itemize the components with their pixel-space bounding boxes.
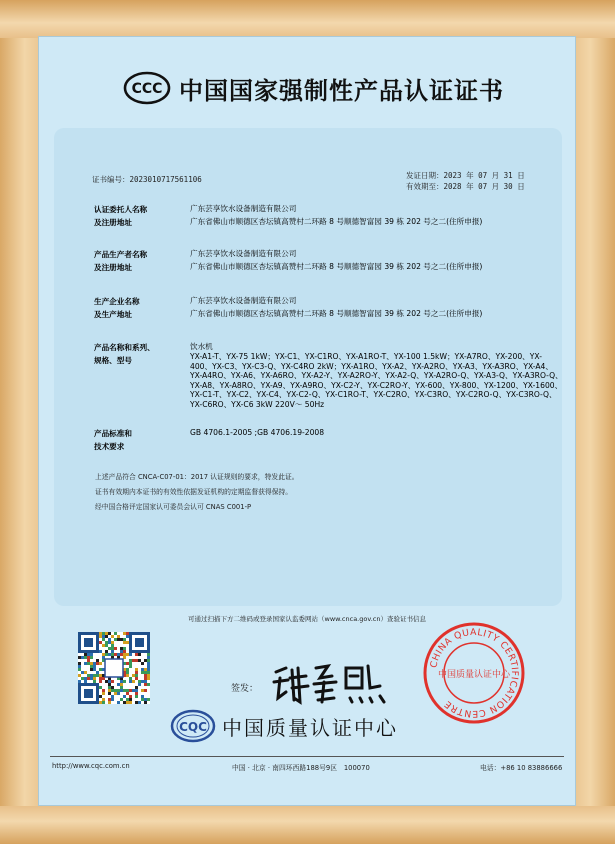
note-line: 证书有效期内本证书的有效性依据发证机构的定期监督获得保持。 — [95, 488, 293, 496]
standard-label: 产品标准和 — [94, 429, 132, 438]
cert-number: 证书编号：2023010717561106 — [92, 175, 202, 184]
factory-addr-label: 及生产地址 — [94, 310, 132, 319]
certificate-title: 中国国家强制性产品认证证书 — [179, 76, 504, 105]
sign-label: 签发： — [231, 684, 259, 694]
qr-code[interactable] — [78, 632, 150, 704]
certificate-header — [123, 66, 504, 110]
standard-value: GB 4706.1-2005 ;GB 4706.19-2008 — [190, 428, 325, 437]
cqc-logo-icon — [170, 708, 216, 744]
info-panel — [54, 128, 562, 606]
svg-text:CCC: CCC — [131, 81, 163, 97]
producer-label: 产品生产者名称 — [94, 250, 148, 259]
client-addr-label: 及注册地址 — [94, 218, 132, 227]
factory-address: 广东省佛山市顺德区杏坛镇高赞村二环路 8 号顺德智富园 39 栋 202 号之二(往所申报) — [190, 309, 483, 318]
svg-text:CHINA QUALITY CERTIFICATION CE: CHINA QUALITY CERTIFICATION CENTRE — [428, 626, 521, 720]
note-line: 上述产品符合 CNCA-C07-01：2017 认证规则的要求，特发此证。 — [95, 473, 299, 481]
client-name: 广东芸享饮水设备制造有限公司 — [190, 204, 297, 213]
ccc-logo-icon — [123, 71, 171, 105]
client-address: 广东省佛山市顺德区杏坛镇高赞村二环路 8 号顺德智富园 39 栋 202 号之二(住所申报) — [190, 217, 483, 226]
producer-addr-label: 及注册地址 — [94, 263, 132, 272]
footer-phone: 电话：+86 10 83886666 — [480, 764, 563, 772]
footer-address: 中国 · 北京 · 南四环西路188号9区 100070 — [232, 764, 370, 772]
certificate — [38, 36, 576, 806]
standard-label-2: 技术要求 — [94, 442, 125, 451]
product-models: YX-A1-T、YX-75 1kW；YX-C1、YX-C1RO、YX-A1RO-T、YX-100 1.5kW；YX-A7RO、YX-200、YX-400、YX-C3、YX-C3-Q、YX-C4RO 2kW；YX-A1RO、YX-A2、YX-A2RO、YX-A3、YX-A3RO、YX-A4、YX-A4RO、YX-A6、YX-A6RO、YX-A2-Y、YX-A2RO-Y、YX-A2-Q、YX-A2RO-Q、YX-A3-Q、YX-A3RO-Q、YX-A8、YX-A8RO、YX-A9、YX-A9RO、YX-C2-Y、YX-C2RO-Y、YX-600、YX-800、YX-1200、YX-1600、YX-C1-T、YX-C2、YX-C4、YX-C2-Q、YX-C1RO-T、YX-C2RO、YX-C3RO、YX-C2RO-Q、YX-C3RO-Q、YX-C6RO、YX-C6 3kW 220V～ 50Hz — [190, 352, 563, 409]
svg-text:CQC: CQC — [179, 720, 207, 734]
product-name: 饮水机 — [190, 342, 213, 351]
factory-label: 生产企业名称 — [94, 297, 140, 306]
product-label: 产品名称和系列、 — [94, 343, 155, 352]
qr-caption: 可通过扫描下方二维码或登录国家认监委网站（www.cnca.gov.cn）查验证书信息 — [188, 615, 426, 623]
producer-address: 广东省佛山市顺德区杏坛镇高赞村二环路 8 号顺德智富园 39 栋 202 号之二(住所申报) — [190, 262, 483, 271]
note-line: 经中国合格评定国家认可委员会认可 CNAS C001-P — [95, 503, 252, 511]
producer-name: 广东芸享饮水设备制造有限公司 — [190, 249, 297, 258]
svg-text:中国质量认证中心: 中国质量认证中心 — [437, 670, 511, 680]
factory-name: 广东芸享饮水设备制造有限公司 — [190, 296, 297, 305]
issuer-name: 中国质量认证中心 — [222, 715, 398, 740]
issue-date: 发证日期：2023 年 07 月 31 日 — [406, 171, 525, 180]
expiry-date: 有效期至：2028 年 07 月 30 日 — [406, 182, 525, 191]
official-seal — [422, 621, 526, 725]
issuer — [170, 706, 398, 746]
signature-image — [270, 658, 390, 708]
footer-website[interactable]: http://www.cqc.com.cn — [52, 762, 130, 770]
footer-divider — [50, 756, 564, 757]
product-label-2: 规格、型号 — [94, 356, 132, 365]
client-label: 认证委托人名称 — [94, 205, 148, 214]
